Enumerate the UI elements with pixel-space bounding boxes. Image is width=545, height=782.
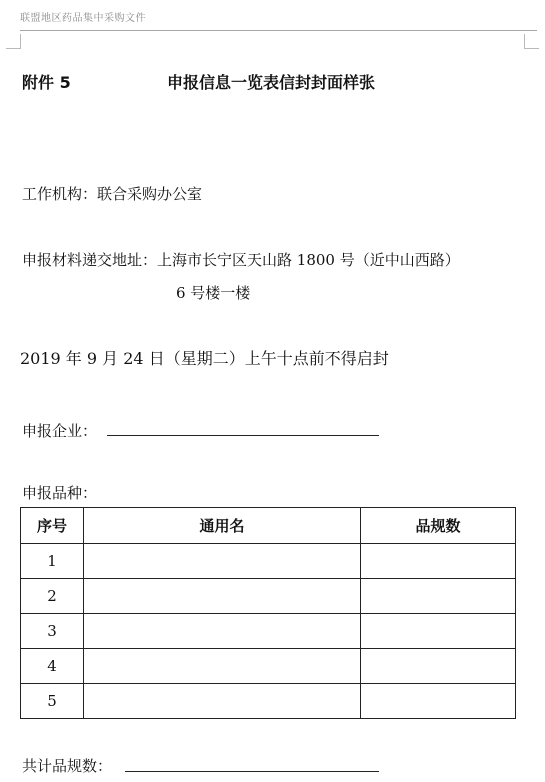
spec-count-cell[interactable] xyxy=(361,579,516,614)
table-header-row xyxy=(21,508,516,544)
generic-name-cell[interactable] xyxy=(84,614,361,649)
spec-count-cell[interactable] xyxy=(361,544,516,579)
table-row xyxy=(21,649,516,684)
column-header-spec-count: 品规数 xyxy=(361,508,516,544)
opening-deadline: 2019 年 9 月 24 日（星期二）上午十点前不得启封 xyxy=(20,349,389,368)
row-index-cell: 4 xyxy=(21,649,84,684)
column-header-index: 序号 xyxy=(21,508,84,544)
spec-count-cell[interactable] xyxy=(361,614,516,649)
spec-count-cell[interactable] xyxy=(361,649,516,684)
column-header-generic-name: 通用名 xyxy=(84,508,361,544)
table-row xyxy=(21,614,516,649)
agency-line: 工作机构：联合采购办公室 xyxy=(22,185,203,203)
generic-name-cell[interactable] xyxy=(84,684,361,719)
address-line-2: 6 号楼一楼 xyxy=(176,284,251,302)
company-label: 申报企业： xyxy=(22,422,98,440)
generic-name-cell[interactable] xyxy=(84,579,361,614)
page-header-text: 联盟地区药品集中采购文件 xyxy=(20,13,146,24)
table-row xyxy=(21,544,516,579)
spec-count-cell[interactable] xyxy=(361,684,516,719)
varieties-table xyxy=(20,507,516,719)
row-index-cell: 5 xyxy=(21,684,84,719)
header-divider xyxy=(20,30,537,31)
generic-name-cell[interactable] xyxy=(84,544,361,579)
total-spec-count-blank[interactable] xyxy=(125,771,379,772)
margin-corner-mark-left xyxy=(6,34,21,49)
document-title: 申报信息一览表信封封面样张 xyxy=(167,73,376,92)
row-index-cell: 2 xyxy=(21,579,84,614)
margin-corner-mark-right xyxy=(524,34,539,49)
row-index-cell: 3 xyxy=(21,614,84,649)
varieties-label: 申报品种： xyxy=(22,484,98,502)
attachment-label: 附件 5 xyxy=(22,73,71,92)
company-fill-blank[interactable] xyxy=(107,435,379,436)
generic-name-cell[interactable] xyxy=(84,649,361,684)
table-row xyxy=(21,579,516,614)
total-spec-count-label: 共计品规数： xyxy=(22,757,113,775)
row-index-cell: 1 xyxy=(21,544,84,579)
address-line-1: 申报材料递交地址：上海市长宁区天山路 1800 号（近中山西路） xyxy=(22,251,460,269)
table-row xyxy=(21,684,516,719)
